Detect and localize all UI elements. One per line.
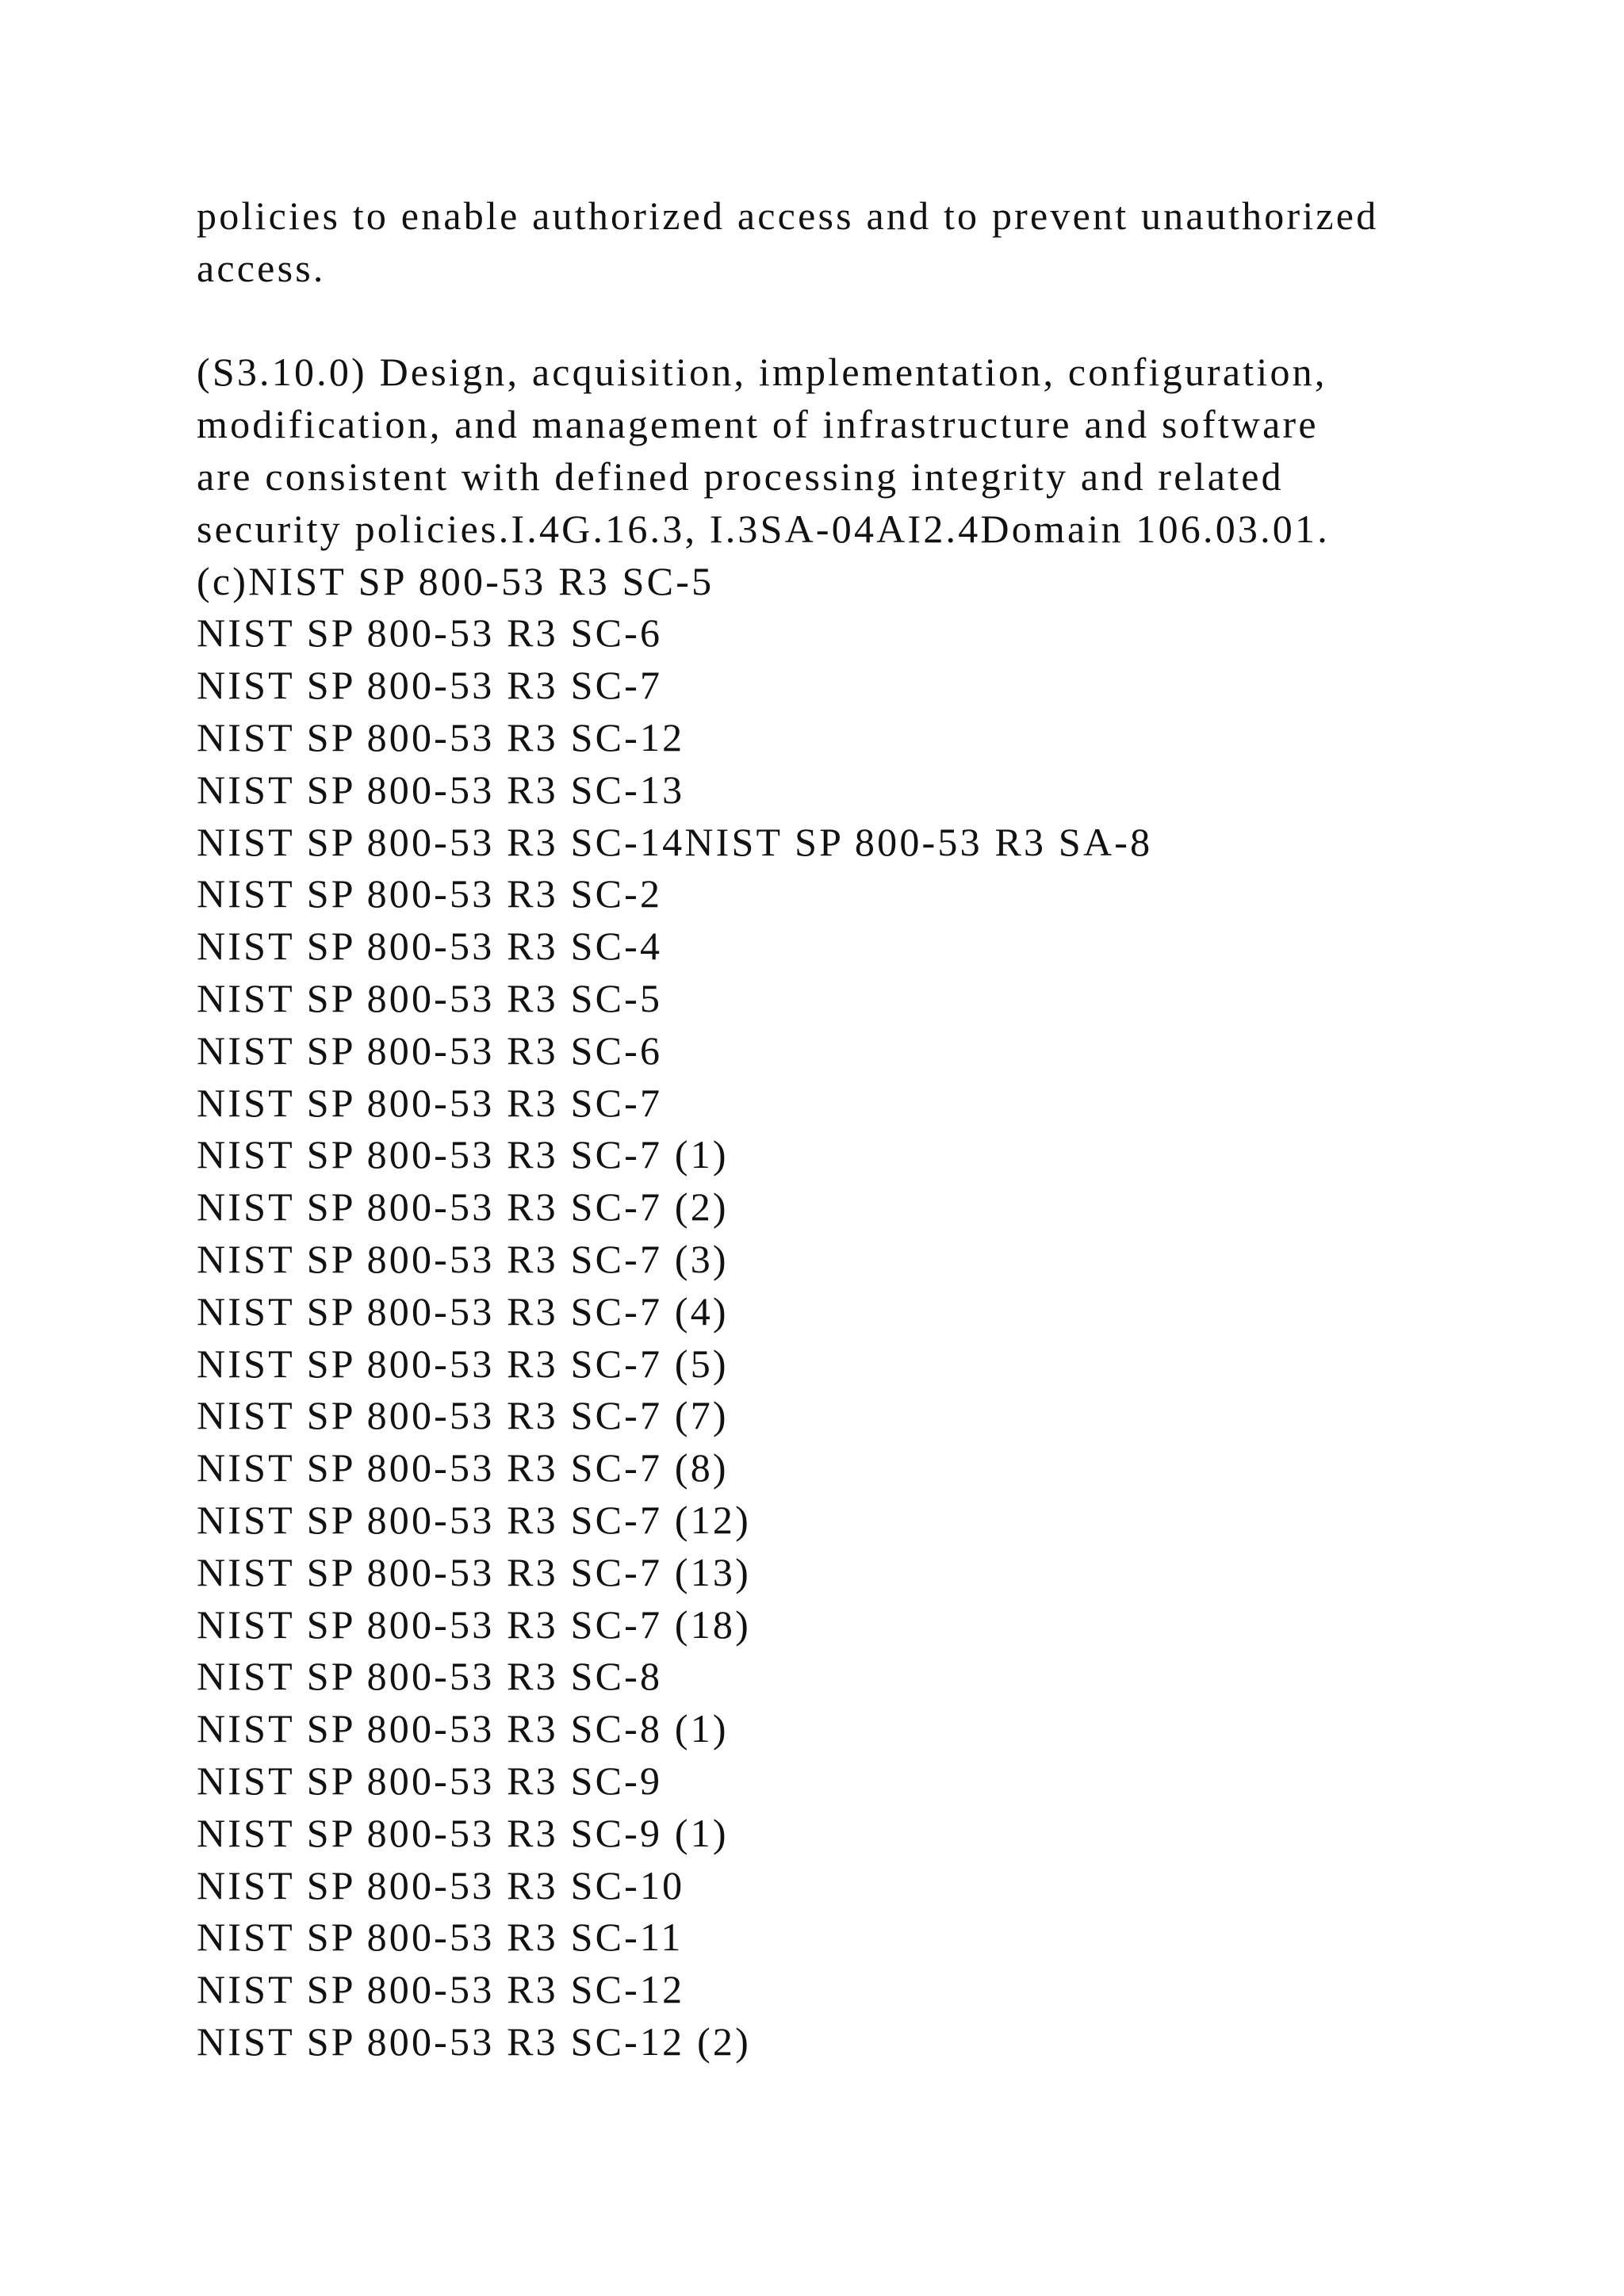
control-line: NIST SP 800-53 R3 SC-8 (1) xyxy=(197,1706,729,1751)
control-line: NIST SP 800-53 R3 SC-12 xyxy=(197,714,685,760)
control-line: NIST SP 800-53 R3 SC-7 (1) xyxy=(197,1132,729,1177)
control-line: NIST SP 800-53 R3 SC-9 (1) xyxy=(197,1810,729,1855)
paragraph-line: security policies.I.4G.16.3, I.3SA-04AI2.4Domain 106.03.01. xyxy=(197,506,1330,551)
control-line: NIST SP 800-53 R3 SC-9 xyxy=(197,1758,663,1803)
control-line: NIST SP 800-53 R3 SC-12 xyxy=(197,1967,685,2012)
intro-line: access. xyxy=(197,245,326,290)
control-line: NIST SP 800-53 R3 SC-7 (18) xyxy=(197,1601,751,1647)
control-line: NIST SP 800-53 R3 SC-7 (8) xyxy=(197,1445,729,1490)
paragraph-spacer xyxy=(197,295,1513,347)
control-line: NIST SP 800-53 R3 SC-7 (4) xyxy=(197,1288,729,1334)
control-line: NIST SP 800-53 R3 SC-7 (3) xyxy=(197,1236,729,1281)
control-line: NIST SP 800-53 R3 SC-14NIST SP 800-53 R3 SA-8 xyxy=(197,819,1153,864)
control-line: NIST SP 800-53 R3 SC-7 (13) xyxy=(197,1549,751,1594)
paragraph-line: are consistent with defined processing integrity and related xyxy=(197,453,1284,499)
control-line: NIST SP 800-53 R3 SC-11 xyxy=(197,1915,684,1960)
control-line: NIST SP 800-53 R3 SC-7 (5) xyxy=(197,1341,729,1386)
control-line: NIST SP 800-53 R3 SC-4 xyxy=(197,924,663,969)
control-line: NIST SP 800-53 R3 SC-7 (2) xyxy=(197,1184,729,1230)
control-line: NIST SP 800-53 R3 SC-10 xyxy=(197,1862,685,1908)
paragraph-line: (c)NIST SP 800-53 R3 SC-5 xyxy=(197,558,714,603)
control-line: NIST SP 800-53 R3 SC-13 xyxy=(197,767,685,812)
control-line: NIST SP 800-53 R3 SC-6 xyxy=(197,1027,663,1073)
control-line: NIST SP 800-53 R3 SC-6 xyxy=(197,610,663,656)
control-line: NIST SP 800-53 R3 SC-5 xyxy=(197,975,663,1020)
intro-line: policies to enable authorized access and to prevent unauthorized xyxy=(197,193,1379,238)
control-line: NIST SP 800-53 R3 SC-2 xyxy=(197,871,663,916)
document-text xyxy=(197,190,1513,2068)
control-line: NIST SP 800-53 R3 SC-7 (7) xyxy=(197,1393,729,1438)
control-line: NIST SP 800-53 R3 SC-7 xyxy=(197,1080,663,1125)
paragraph-line: modification, and management of infrastructure and software xyxy=(197,402,1319,447)
control-line: NIST SP 800-53 R3 SC-7 xyxy=(197,663,663,708)
control-line: NIST SP 800-53 R3 SC-12 (2) xyxy=(197,2019,751,2064)
paragraph-line: (S3.10.0) Design, acquisition, implementation, configuration, xyxy=(197,350,1327,395)
control-line: NIST SP 800-53 R3 SC-8 xyxy=(197,1654,663,1699)
control-line: NIST SP 800-53 R3 SC-7 (12) xyxy=(197,1497,751,1542)
